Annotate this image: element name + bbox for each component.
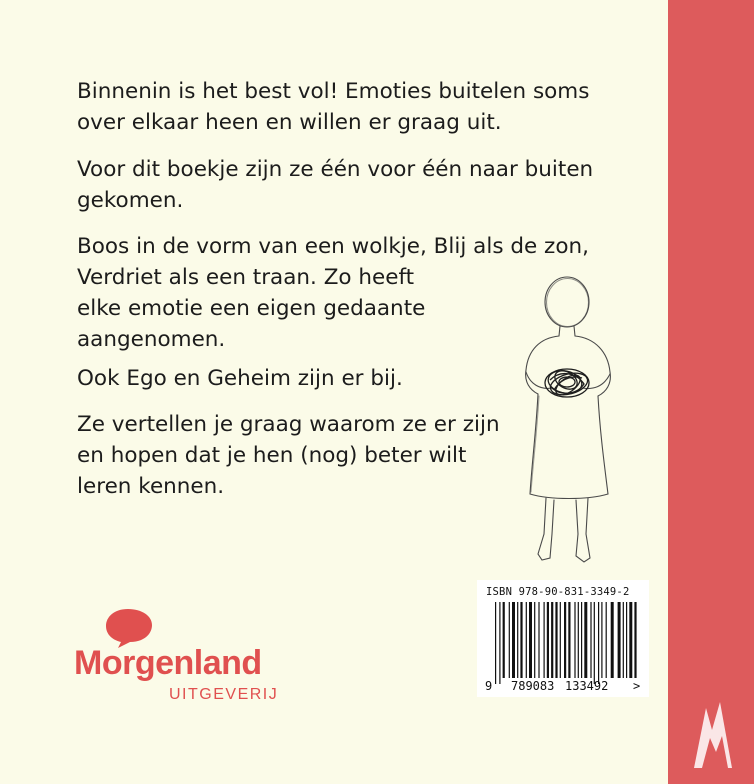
blurb-line: Boos in de vorm van een wolkje, Blij als de zon, <box>77 234 589 259</box>
barcode-bar <box>623 602 624 678</box>
barcode-bar <box>551 602 553 678</box>
barcode-bar <box>581 602 582 678</box>
barcode-bar <box>534 602 535 678</box>
barcode-bar <box>503 602 505 678</box>
barcode-bar <box>618 602 621 678</box>
barcode-bar <box>547 602 549 678</box>
barcode-bar <box>555 602 557 678</box>
blurb-line: aangenomen. <box>77 327 226 352</box>
barcode-bar <box>601 602 602 678</box>
blurb-line: Ook Ego en Geheim zijn er bij. <box>77 366 403 391</box>
blurb-line: gekomen. <box>77 188 184 213</box>
barcode-bar <box>564 602 566 678</box>
barcode-bar <box>590 602 591 678</box>
barcode-bar <box>574 602 575 678</box>
barcode-bar <box>526 602 527 678</box>
barcode-bar <box>578 602 579 678</box>
barcode-digits: 133492 <box>565 679 609 693</box>
barcode-bar <box>634 602 636 678</box>
publisher-logo <box>74 606 294 716</box>
blurb-line: Voor dit boekje zijn ze één voor één naar buiten <box>77 157 594 182</box>
barcode-bar <box>584 602 587 678</box>
blurb-paragraph-2 <box>77 154 593 216</box>
barcode-bar <box>606 602 607 678</box>
blurb-line: en hopen dat je hen (nog) beter wilt <box>77 443 467 468</box>
speech-bubble-icon <box>104 606 164 648</box>
spine-logo-icon <box>688 700 738 770</box>
barcode-bar <box>594 602 595 684</box>
blurb-line: elke emotie een eigen gedaante <box>77 296 426 321</box>
barcode-bar <box>611 602 614 678</box>
isbn-barcode <box>477 580 649 697</box>
blurb-line: Verdriet als een traan. Zo heeft <box>77 265 415 290</box>
blurb-paragraph-1 <box>77 76 589 138</box>
barcode-digits: 789083 <box>511 679 555 693</box>
barcode-bar <box>544 602 545 678</box>
barcode-bar <box>560 602 561 678</box>
barcode-bar <box>517 602 518 678</box>
barcode-bar <box>509 602 510 678</box>
barcode-bar <box>538 602 539 678</box>
barcode-bar <box>512 602 515 678</box>
barcode-bar <box>495 602 496 684</box>
blurb-line: leren kennen. <box>77 474 225 499</box>
blurb-line: Ze vertellen je graag waarom ze er zijn <box>77 412 500 437</box>
blurb-paragraph-4 <box>77 363 403 394</box>
barcode-bar <box>499 602 500 684</box>
barcode-graphic <box>477 580 649 697</box>
publisher-subtitle: UITGEVERIJ <box>169 686 279 703</box>
book-spine <box>668 0 754 784</box>
publisher-name: Morgenland <box>74 644 262 682</box>
barcode-digits: > <box>633 679 641 693</box>
barcode-bar <box>529 602 532 678</box>
barcode-bar <box>598 602 599 684</box>
barcode-bar <box>520 602 522 678</box>
isbn-label: ISBN 978-90-831-3349-2 <box>486 586 630 598</box>
barcode-bar <box>626 602 627 678</box>
blurb-paragraph-5 <box>77 409 500 502</box>
barcode-digits: 9 <box>485 679 493 693</box>
barcode-bar <box>629 602 632 678</box>
figure-illustration <box>510 272 625 572</box>
barcode-bar <box>568 602 570 678</box>
blurb-line: over elkaar heen en willen er graag uit. <box>77 110 502 135</box>
blurb-line: Binnenin is het best vol! Emoties buitelen soms <box>77 79 590 104</box>
